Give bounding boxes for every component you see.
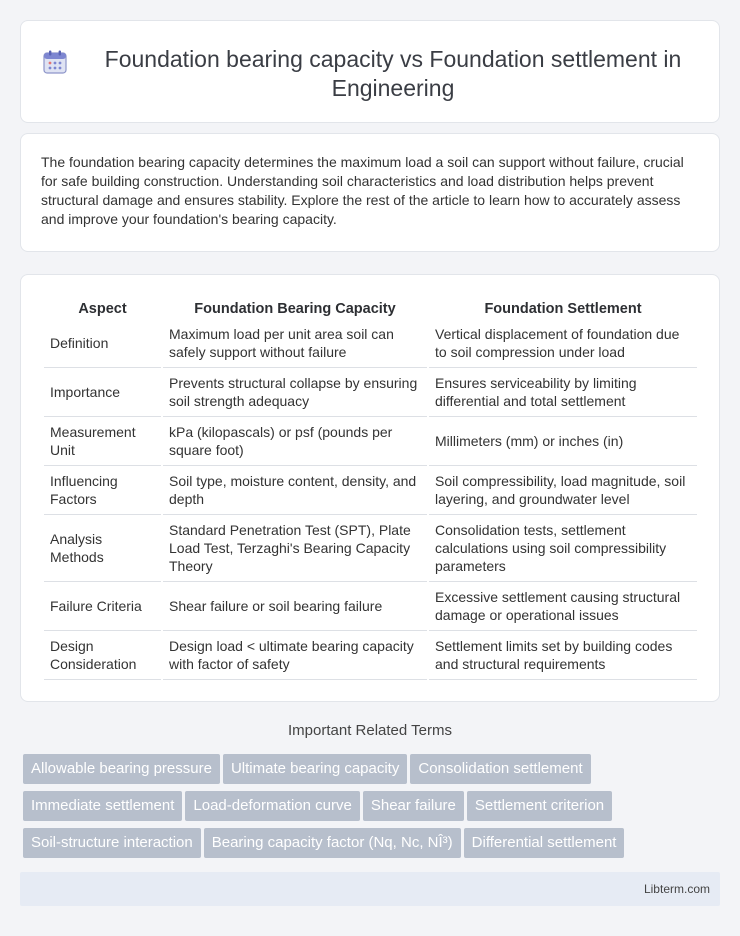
settlement-cell: Vertical displacement of foundation due to soil compression under load: [429, 319, 697, 368]
related-term-tag[interactable]: Immediate settlement: [23, 791, 182, 821]
settlement-cell: Soil compressibility, load magnitude, soil layering, and groundwater level: [429, 466, 697, 515]
bearing-capacity-cell: Maximum load per unit area soil can safely support without failure: [163, 319, 427, 368]
comparison-table-card: [20, 274, 720, 702]
bearing-capacity-cell: Prevents structural collapse by ensuring soil strength adequacy: [163, 368, 427, 417]
aspect-cell: Design Consideration: [44, 631, 161, 680]
settlement-cell: Consolidation tests, settlement calculations using soil compressibility parameters: [429, 515, 697, 582]
related-term-tag[interactable]: Settlement criterion: [467, 791, 612, 821]
table-row: [44, 631, 697, 680]
settlement-cell: Ensures serviceability by limiting differential and total settlement: [429, 368, 697, 417]
settlement-cell: Excessive settlement causing structural damage or operational issues: [429, 582, 697, 631]
related-term-tag[interactable]: Soil-structure interaction: [23, 828, 201, 858]
aspect-cell: Measurement Unit: [44, 417, 161, 466]
related-term-tag[interactable]: Differential settlement: [464, 828, 625, 858]
header-bearing-capacity: Foundation Bearing Capacity: [194, 300, 396, 317]
table-header-row: [44, 295, 697, 319]
intro-card: [20, 133, 720, 252]
page-title: Foundation bearing capacity vs Foundation settlement in Engineering: [104, 46, 682, 101]
bearing-capacity-cell: Standard Penetration Test (SPT), Plate Load Test, Terzaghi's Bearing Capacity Theory: [163, 515, 427, 582]
table-row: [44, 582, 697, 631]
bearing-capacity-cell: Soil type, moisture content, density, and depth: [163, 466, 427, 515]
footer: [20, 872, 720, 906]
aspect-cell: Analysis Methods: [44, 515, 161, 582]
aspect-cell: Failure Criteria: [44, 582, 161, 631]
calendar-icon: [42, 49, 68, 75]
settlement-cell: Millimeters (mm) or inches (in): [429, 417, 697, 466]
table-row: [44, 368, 697, 417]
table-row: [44, 319, 697, 368]
settlement-cell: Settlement limits set by building codes and structural requirements: [429, 631, 697, 680]
table-row: [44, 515, 697, 582]
bearing-capacity-cell: Design load < ultimate bearing capacity with factor of safety: [163, 631, 427, 680]
related-term-tag[interactable]: Allowable bearing pressure: [23, 754, 220, 784]
related-terms-title: Important Related Terms: [288, 722, 452, 739]
aspect-cell: Importance: [44, 368, 161, 417]
related-term-tag[interactable]: Consolidation settlement: [410, 754, 590, 784]
related-term-tag[interactable]: Shear failure: [363, 791, 464, 821]
related-term-tag[interactable]: Ultimate bearing capacity: [223, 754, 407, 784]
table-row: [44, 466, 697, 515]
header-settlement: Foundation Settlement: [484, 300, 642, 317]
aspect-cell: Definition: [44, 319, 161, 368]
header-aspect: Aspect: [78, 300, 127, 317]
related-term-tag[interactable]: Bearing capacity factor (Nq, Nc, NÎ³): [204, 828, 461, 858]
table-row: [44, 417, 697, 466]
footer-site-link[interactable]: Libterm.com: [643, 882, 710, 896]
comparison-table: [42, 295, 699, 680]
related-term-tag[interactable]: Load-deformation curve: [185, 791, 359, 821]
related-terms-list: [23, 754, 723, 865]
intro-paragraph: The foundation bearing capacity determines the maximum load a soil can support without failure, crucial for safe building construction. Understanding soil characteristics and load distribution helps prevent structural damage and ensures stability. Explore the rest of the article to learn how to accurately assess and improve your foundation's bearing capacity.: [41, 154, 684, 227]
title-card: [20, 20, 720, 123]
aspect-cell: Influencing Factors: [44, 466, 161, 515]
bearing-capacity-cell: Shear failure or soil bearing failure: [163, 582, 427, 631]
bearing-capacity-cell: kPa (kilopascals) or psf (pounds per square foot): [163, 417, 427, 466]
